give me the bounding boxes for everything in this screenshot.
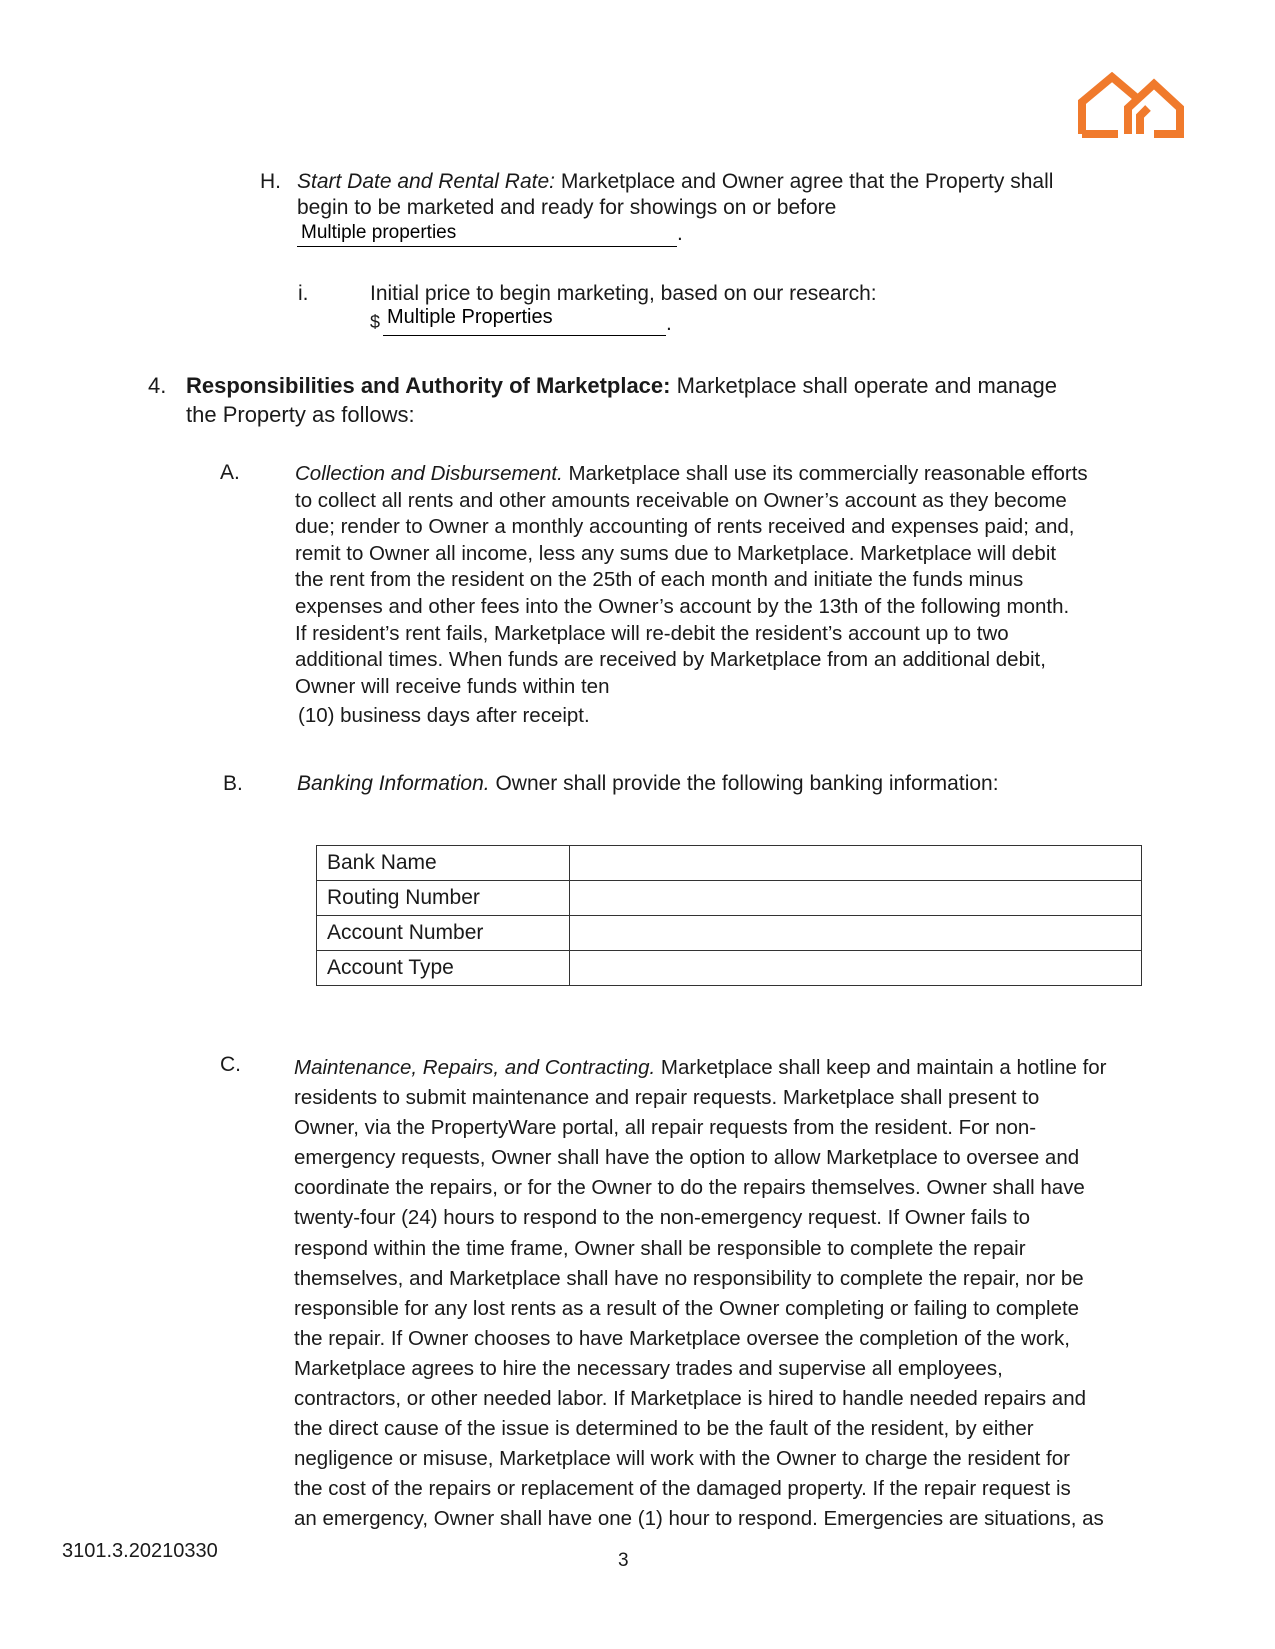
section-h-text: Marketplace and Owner agree that the Property shall [554,170,1054,193]
section-a-title: Collection and Disbursement. [295,462,563,485]
text-line: the rent from the resident on the 25th of each month and initiate the funds minus [295,568,1024,592]
period: . [677,222,683,245]
table-row [317,846,1142,881]
text-line: an emergency, Owner shall have one (1) hour to respond. Emergencies are situations, as [294,1507,1104,1531]
text-line: emergency requests, Owner shall have the option to allow Marketplace to oversee and [294,1146,1080,1170]
section-a-paragraph [295,461,1088,730]
text-line: themselves, and Marketplace shall have no responsibility to complete the repair, nor be [294,1266,1084,1290]
text-line: the cost of the repairs or replacement of the damaged property. If the repair request is [294,1477,1071,1501]
section-h-title: Start Date and Rental Rate: [297,170,555,193]
price-value: Multiple Properties [387,306,553,328]
routing-number-label: Routing Number [317,881,570,916]
start-date-value: Multiple properties [301,222,457,243]
text-line: the repair. If Owner chooses to have Marketplace oversee the completion of the work, [294,1326,1070,1350]
section-h-line1 [297,170,1053,194]
bank-name-label: Bank Name [317,846,570,881]
bank-name-field[interactable] [570,846,1142,881]
section-4-line2: the Property as follows: [186,402,415,427]
house-logo [1078,72,1184,138]
section-4-text: Marketplace shall operate and manage [670,373,1057,398]
text-line: Marketplace shall keep and maintain a hotline for [655,1056,1107,1079]
text-line: responsible for any lost rents as a result of the Owner completing or failing to complete [294,1296,1080,1320]
document-code: 3101.3.20210330 [62,1540,218,1562]
text-line: expenses and other fees into the Owner’s account by the 13th of the following month. [295,594,1070,618]
section-4-heading [186,373,1057,399]
section-a-marker: A. [220,461,240,484]
text-line: If resident’s rent fails, Marketplace will re-debit the resident’s account up to two [295,621,1009,645]
banking-info-table [316,845,1142,986]
text-line: due; render to Owner a monthly accounting of rents received and expenses paid; and, [295,515,1075,539]
text-line: respond within the time frame, Owner shall be responsible to complete the repair [294,1236,1026,1260]
text-line: remit to Owner all income, less any sums due to Marketplace. Marketplace will debit [295,541,1057,565]
start-date-field[interactable] [297,222,677,247]
text-line: residents to submit maintenance and repair requests. Marketplace shall present to [294,1086,1040,1110]
section-c-title: Maintenance, Repairs, and Contracting. [294,1056,656,1079]
text-line: Marketplace shall use its commercially reasonable efforts [562,462,1088,485]
section-4-number: 4. [148,373,167,398]
text-line: negligence or misuse, Marketplace will work with the Owner to charge the resident for [294,1447,1070,1471]
text-line: Owner will receive funds within ten [295,674,610,698]
account-type-field[interactable] [570,951,1142,986]
text-line: additional times. When funds are received by Marketplace from an additional debit, [295,648,1046,672]
section-b-text [297,772,999,796]
sub-i-text: Initial price to begin marketing, based on our research: [370,282,877,305]
text-line: (10) business days after receipt. [298,704,590,728]
text-line: contractors, or other needed labor. If Marketplace is hired to handle needed repairs and [294,1387,1087,1411]
section-c-paragraph [294,1053,1107,1535]
text-line: the direct cause of the issue is determined to be the fault of the resident, by either [294,1417,1034,1441]
section-h-marker: H. [260,170,281,193]
table-row [317,881,1142,916]
section-b-marker: B. [223,772,243,795]
section-4-title: Responsibilities and Authority of Marketplace: [186,373,671,398]
routing-number-field[interactable] [570,881,1142,916]
price-field[interactable] [383,305,666,336]
page-number: 3 [618,1550,629,1571]
section-b-body: Owner shall provide the following banking information: [489,772,999,795]
account-number-field[interactable] [570,916,1142,951]
sub-i-marker: i. [298,282,309,305]
text-line: Marketplace agrees to hire the necessary trades and supervise all employees, [294,1356,1003,1380]
table-row [317,951,1142,986]
section-b-title: Banking Information. [297,772,490,795]
account-number-label: Account Number [317,916,570,951]
text-line: coordinate the repairs, or for the Owner to do the repairs themselves. Owner shall have [294,1176,1085,1200]
text-line: twenty-four (24) hours to respond to the non-emergency request. If Owner fails to [294,1206,1031,1230]
section-c-marker: C. [220,1053,241,1076]
text-line: Owner, via the PropertyWare portal, all repair requests from the resident. For non- [294,1116,1037,1140]
period: . [666,312,672,335]
account-type-label: Account Type [317,951,570,986]
section-h-line2: begin to be marketed and ready for showings on or before [297,196,837,219]
table-row [317,916,1142,951]
text-line: to collect all rents and other amounts receivable on Owner’s account as they become [295,488,1067,512]
currency-symbol: $ [370,312,381,332]
